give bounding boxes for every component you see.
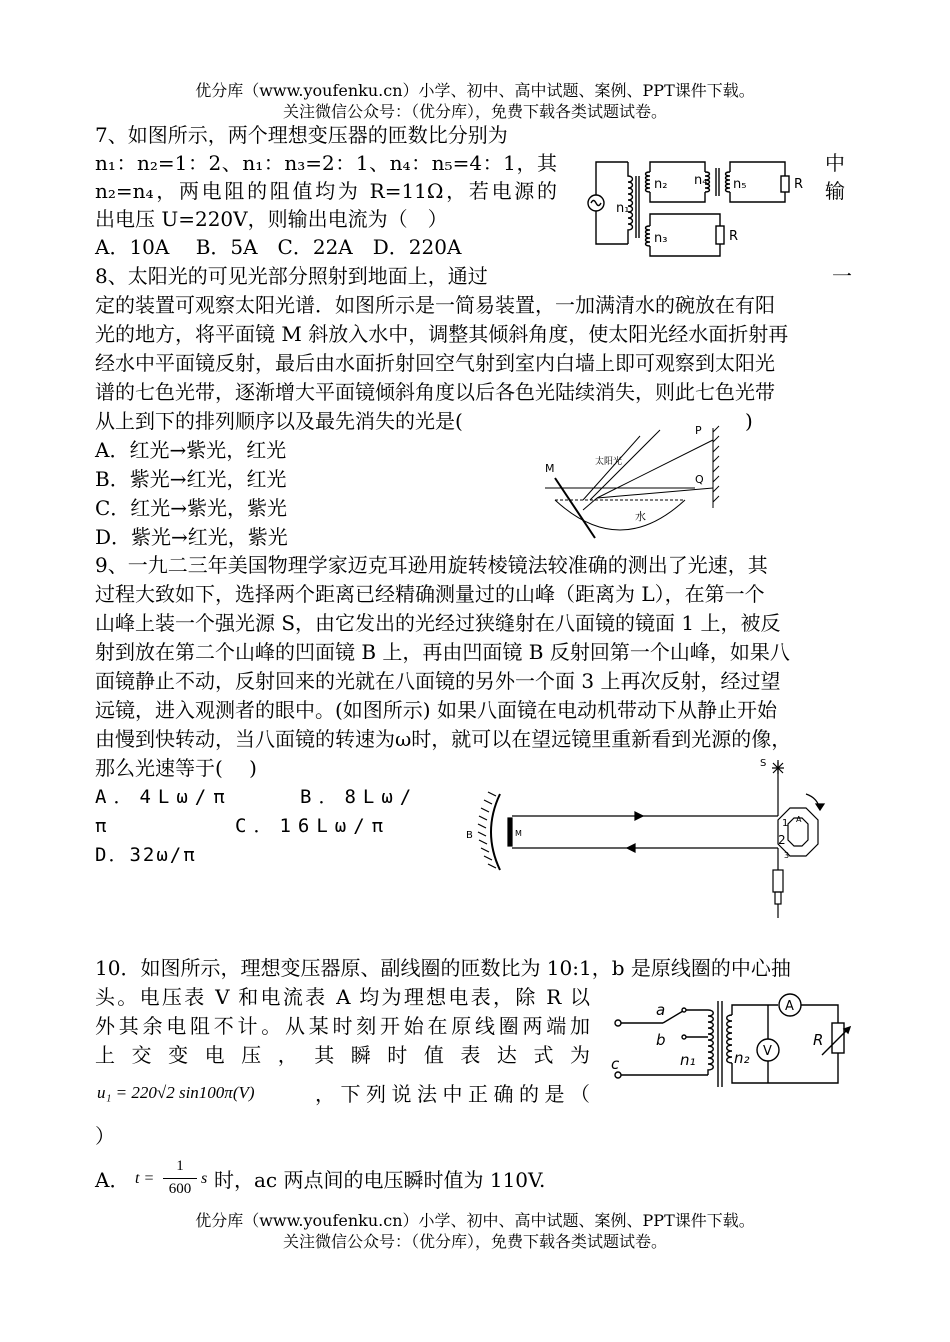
- q10-line-4: 上交变电压，其瞬时值表达式为: [95, 1043, 590, 1067]
- q8-prism-bowl-diagram: [535, 420, 730, 550]
- header-line-2: 关注微信公众号：（优分库），免费下载各类试题试卷。: [282, 102, 667, 121]
- q8-label-p: P: [695, 424, 702, 437]
- q8-line-4: 经水中平面镜反射，最后由水面折射回空气射到室内白墙上即可观察到太阳光: [95, 351, 775, 375]
- q8-line-3: 光的地方，将平面镜 M 斜放入水中，调整其倾斜角度，使太阳光经水面折射再: [95, 322, 789, 346]
- q10-line-5-end: ，下列说法中正确的是（: [315, 1082, 590, 1106]
- q9-line-1: 9、一九二三年美国物理学家迈克耳逊用旋转棱镜法较准确的测出了光速，其: [95, 553, 768, 577]
- q10-label-n1: n₁: [680, 1051, 696, 1069]
- q8-line-1-end: 一: [832, 264, 852, 288]
- q10-line-3: 外其余电阻不计。从某时刻开始在原线圈两端加: [95, 1014, 590, 1038]
- q10-line-6: ）: [95, 1124, 115, 1148]
- q9-label-b: B: [466, 830, 473, 841]
- footer-line-2: 关注微信公众号：（优分库），免费下载各类试题试卷。: [282, 1232, 667, 1251]
- q7-transformer-diagram: [570, 148, 815, 260]
- q9-line-8: 那么光速等于( ): [95, 756, 257, 780]
- q9-option-c: C．16Lω/π: [235, 815, 391, 837]
- q8-line-6: 从上到下的排列顺序以及最先消失的光是(: [95, 409, 463, 433]
- q8-line-5: 谱的七色光带，逐渐增大平面镜倾斜角度以后各色光陆续消失，则此七色光带: [95, 380, 775, 404]
- q8-label-q: Q: [695, 473, 704, 486]
- q8-option-a: A．红光→紫光，红光: [95, 438, 287, 462]
- q8-label-water: 水: [635, 510, 646, 523]
- q7-label-n4: n₄: [694, 173, 708, 188]
- q9-line-7: 由慢到快转动，当八面镜的转速为ω时，就可以在望远镜里重新看到光源的像，: [95, 727, 792, 751]
- q7-label-r2: R: [729, 229, 739, 244]
- q9-option-a: A．4Lω/π: [95, 786, 232, 808]
- q9-label-3: 3: [784, 851, 790, 860]
- q10-label-b: b: [656, 1031, 666, 1049]
- q10-line-1: 10．如图所示，理想变压器原、副线圈的匝数比为 10:1，b 是原线圈的中心抽: [95, 956, 791, 980]
- q8-line-1: 8、太阳光的可见光部分照射到地面上，通过: [95, 264, 488, 288]
- q9-label-s: S: [760, 758, 767, 769]
- q9-line-2: 过程大致如下，选择两个距离已经精确测量过的山峰（距离为 L），在第一个: [95, 582, 765, 606]
- q7-label-n1: n₁: [616, 201, 630, 216]
- q10-option-a-numerator: 1: [176, 1158, 184, 1174]
- q7-line-2: n₁：n₂=1：2、n₁：n₃=2：1、n₄：n₅=4：1，其: [95, 151, 557, 175]
- q10-option-a-denominator: 600: [168, 1181, 192, 1197]
- q10-label-a: a: [656, 1001, 666, 1019]
- q8-label-m: M: [545, 462, 555, 475]
- q8-option-c: C．红光→紫光，紫光: [95, 496, 288, 520]
- q10-label-n2: n₂: [734, 1049, 750, 1067]
- q9-label-m: M: [515, 829, 522, 838]
- q8-line-2: 定的装置可观察太阳光谱．如图所示是一简易装置，一加满清水的碗放在有阳: [95, 293, 775, 317]
- q10-transformer-circuit-diagram: [608, 993, 856, 1093]
- q10-label-r: R: [813, 1031, 824, 1049]
- q10-label-voltmeter: V: [763, 1044, 772, 1059]
- q9-line-5: 面镜静止不动，反射回来的光就在八面镜的另外一个面 3 上再次反射，经过望: [95, 669, 781, 693]
- q8-option-b: B．紫光→红光，红光: [95, 467, 287, 491]
- q9-label-2: 2: [778, 833, 786, 847]
- q7-side-char-1: 中: [825, 151, 845, 175]
- q10-option-a-t: t =: [135, 1170, 155, 1187]
- q8-label-light: 太阳光: [595, 457, 623, 467]
- q10-line-2: 头。电压表 V 和电流表 A 均为理想电表，除 R 以: [95, 985, 590, 1009]
- q7-label-n3: n₃: [654, 231, 668, 246]
- q9-label-1: 1: [782, 818, 789, 829]
- q9-option-b: B．8Lω/: [300, 786, 419, 808]
- q9-label-a: A: [796, 815, 802, 824]
- q10-option-a-text: 时，ac 两点间的电压瞬时值为 110V.: [214, 1168, 546, 1192]
- q9-line-6: 远镜，进入观测者的眼中。(如图所示) 如果八面镜在电动机带动下从静止开始: [95, 698, 777, 722]
- q10-option-a-label: A．: [95, 1168, 130, 1192]
- q10-option-a-unit: s: [201, 1170, 208, 1187]
- header-line-1: 优分库（www.youfenku.cn）小学、初中、高中试题、案例、PPT课件下载。: [195, 81, 755, 100]
- q9-line-3: 山峰上装一个强光源 S，由它发出的光经过狭缝射在八面镜的镜面 1 上，被反: [95, 611, 781, 635]
- footer-line-1: 优分库（www.youfenku.cn）小学、初中、高中试题、案例、PPT课件下载。: [195, 1211, 755, 1230]
- q10-label-ammeter: A: [785, 999, 794, 1014]
- q10-label-c: c: [611, 1055, 620, 1073]
- q7-line-3: n₂=n₄，两电阻的阻值均为 R=11Ω，若电源的: [95, 179, 557, 203]
- q8-line-6-end: ): [745, 409, 753, 433]
- q10-formula: u₁ = 220√2 sin100π(V): [97, 1083, 255, 1102]
- q7-label-n2: n₂: [654, 177, 668, 192]
- q10-option-a-fraction-bar: [163, 1178, 197, 1179]
- q9-octagonal-mirror-diagram: [460, 752, 840, 922]
- q7-line-1: 7、如图所示，两个理想变压器的匝数比分别为: [95, 123, 508, 147]
- q9-option-d: D．32ω/π: [95, 844, 197, 866]
- q8-option-d: D．紫光→红光，紫光: [95, 525, 288, 549]
- q7-label-n5: n₅: [733, 177, 747, 192]
- q7-line-4: 出电压 U=220V，则输出电流为（ ）: [95, 207, 448, 231]
- q7-label-r1: R: [794, 177, 804, 192]
- q9-option-b-cont: π: [95, 815, 107, 837]
- q7-side-char-2: 输: [825, 179, 845, 203]
- q7-options: A．10A B．5A C．22A D．220A: [95, 235, 462, 259]
- q9-line-4: 射到放在第二个山峰的凹面镜 B 上，再由凹面镜 B 反射回第一个山峰，如果八: [95, 640, 790, 664]
